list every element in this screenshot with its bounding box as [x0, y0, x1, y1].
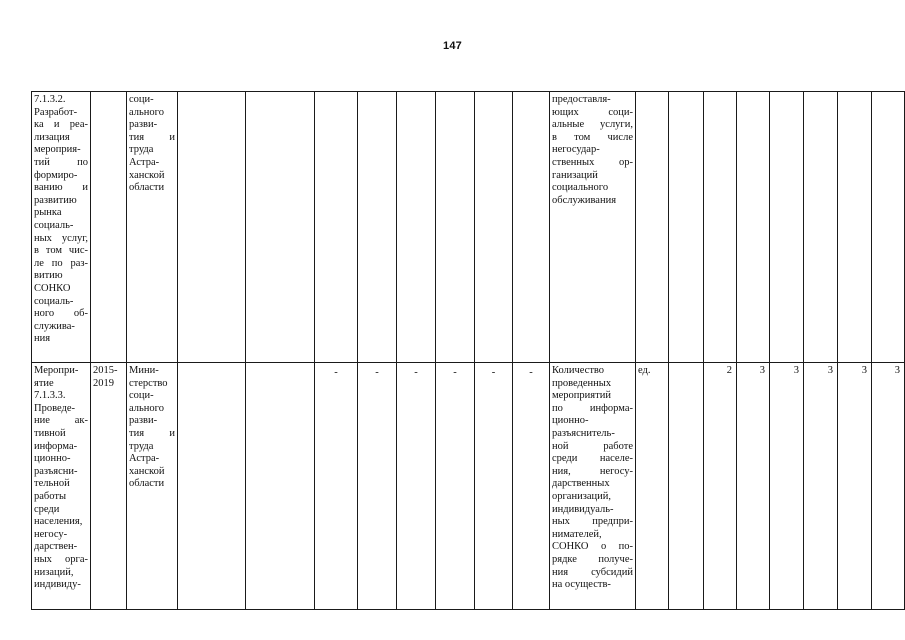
- indicator-cell: [550, 363, 636, 610]
- funding-cell: [178, 92, 246, 363]
- text-line: негосудар-: [552, 144, 600, 156]
- table-row: [32, 92, 905, 363]
- text-line: ния, негосу-: [552, 465, 633, 477]
- text-line: ния: [34, 333, 51, 345]
- funding-cell: -: [513, 363, 550, 610]
- funding-cell: [397, 92, 436, 363]
- text-line: лизация: [34, 131, 70, 143]
- target-cell: [770, 92, 804, 363]
- text-line: ющих соци-: [552, 106, 633, 118]
- text-line: в том чис-: [34, 245, 88, 257]
- target-cell: [872, 92, 905, 363]
- text-line: области: [129, 478, 165, 490]
- funding-cell: [513, 92, 550, 363]
- text-line: рынка: [34, 207, 62, 219]
- unit-cell: [636, 92, 669, 363]
- text-line: нимателей,: [552, 528, 602, 540]
- target-cell: [804, 92, 838, 363]
- text-line: ного об-: [34, 308, 88, 320]
- years-cell: [91, 363, 127, 610]
- text-line: на осуществ-: [552, 579, 611, 591]
- text-line: информа-: [34, 440, 78, 452]
- text-line: разъяснитель-: [552, 427, 615, 439]
- years-cell: [91, 92, 127, 363]
- text-line: мероприя-: [34, 144, 81, 156]
- text-line: разви-: [129, 415, 158, 427]
- target-cell: [704, 92, 737, 363]
- funding-cell: [246, 92, 315, 363]
- text-line: индивиду-: [34, 579, 81, 591]
- text-line: ганизаций: [552, 169, 598, 181]
- funding-cell: [475, 92, 513, 363]
- text-line: ния субсидий: [552, 566, 633, 578]
- activity-cell: [32, 363, 91, 610]
- text-line: области: [129, 182, 165, 194]
- text-line: ственных ор-: [552, 156, 633, 168]
- text-line: ванию и: [34, 182, 88, 194]
- funding-cell: [315, 92, 358, 363]
- text-line: ние ак-: [34, 415, 88, 427]
- text-line: СОНКО: [34, 282, 71, 294]
- text-line: мероприятий: [552, 390, 611, 402]
- target-cell: 3: [872, 363, 905, 610]
- text-line: по информа-: [552, 402, 633, 414]
- text-line: Количество: [552, 365, 605, 376]
- text-line: ле по раз-: [34, 257, 88, 269]
- text-line: дарствен-: [34, 541, 78, 553]
- text-line: 2019: [93, 377, 114, 389]
- funding-cell: [358, 92, 397, 363]
- text-line: ального: [129, 402, 164, 414]
- text-line: ханской: [129, 169, 165, 181]
- text-line: Меропри-: [34, 365, 79, 376]
- text-line: ционно-: [552, 415, 589, 427]
- text-line: тия и: [129, 131, 175, 143]
- text-line: ной работе: [552, 440, 633, 452]
- text-line: 7.1.3.2.: [34, 94, 66, 105]
- text-line: организаций,: [552, 490, 611, 502]
- executor-cell: [127, 92, 178, 363]
- funding-cell: -: [358, 363, 397, 610]
- base-value-cell: [669, 92, 704, 363]
- base-value-cell: [669, 363, 704, 610]
- text-line: альные услуги,: [552, 119, 633, 131]
- text-line: работы: [34, 490, 67, 502]
- target-cell: [737, 92, 770, 363]
- program-activities-table: [31, 91, 905, 610]
- text-line: Астра-: [129, 156, 160, 168]
- text-line: Разработ-: [34, 106, 78, 118]
- text-line: формиро-: [34, 169, 78, 181]
- funding-cell: [178, 363, 246, 610]
- text-line: стерство: [129, 377, 168, 389]
- text-line: обслуживания: [552, 194, 617, 206]
- text-line: Астра-: [129, 453, 160, 465]
- text-line: в том числе: [552, 131, 633, 143]
- text-line: ханской: [129, 465, 165, 477]
- text-line: 2015-: [93, 365, 118, 376]
- text-line: индивидуаль-: [552, 503, 614, 515]
- text-line: Мини-: [129, 365, 159, 376]
- funding-cell: -: [397, 363, 436, 610]
- unit-cell: ед.: [636, 363, 669, 610]
- text-line: социаль-: [34, 295, 74, 307]
- funding-cell: [436, 92, 475, 363]
- text-line: негосу-: [34, 528, 68, 540]
- text-line: среди: [34, 503, 60, 515]
- text-line: рядке получе-: [552, 553, 633, 565]
- executor-cell: [127, 363, 178, 610]
- text-line: СОНКО о по-: [552, 541, 633, 553]
- page-number: 147: [443, 40, 462, 52]
- text-line: служива-: [34, 320, 75, 332]
- text-line: среди населе-: [552, 453, 633, 465]
- text-line: ятие: [34, 377, 54, 389]
- text-line: разви-: [129, 119, 158, 131]
- text-line: Проведе-: [34, 402, 76, 414]
- text-line: труда: [129, 144, 154, 156]
- text-line: соци-: [129, 94, 154, 105]
- funding-cell: -: [315, 363, 358, 610]
- text-line: развитию: [34, 194, 77, 206]
- text-line: ных предпри-: [552, 516, 633, 528]
- text-line: дарственных: [552, 478, 610, 490]
- target-cell: 3: [804, 363, 838, 610]
- text-line: социального: [552, 182, 609, 194]
- funding-cell: -: [475, 363, 513, 610]
- target-cell: 3: [770, 363, 804, 610]
- text-line: низаций,: [34, 566, 74, 578]
- text-line: ционно-: [34, 453, 71, 465]
- target-cell: [838, 92, 872, 363]
- text-line: ка и реа-: [34, 119, 88, 131]
- funding-cell: -: [436, 363, 475, 610]
- text-line: труда: [129, 440, 154, 452]
- activity-cell: [32, 92, 91, 363]
- indicator-cell: [550, 92, 636, 363]
- funding-cell: [246, 363, 315, 610]
- text-line: тельной: [34, 478, 70, 490]
- text-line: социаль-: [34, 219, 74, 231]
- target-cell: 3: [737, 363, 770, 610]
- text-line: тия и: [129, 427, 175, 439]
- text-line: 7.1.3.3.: [34, 390, 66, 402]
- text-line: разъясни-: [34, 465, 78, 477]
- target-cell: 3: [838, 363, 872, 610]
- text-line: тивной: [34, 427, 66, 439]
- text-line: предоставля-: [552, 94, 611, 105]
- text-line: соци-: [129, 390, 154, 402]
- target-cell: 2: [704, 363, 737, 610]
- text-line: ных орга-: [34, 553, 88, 565]
- text-line: населения,: [34, 516, 83, 528]
- text-line: тий по: [34, 156, 88, 168]
- table-row: [32, 363, 905, 610]
- text-line: ального: [129, 106, 164, 118]
- text-line: проведенных: [552, 377, 612, 389]
- text-line: ных услуг,: [34, 232, 88, 244]
- text-line: витию: [34, 270, 63, 282]
